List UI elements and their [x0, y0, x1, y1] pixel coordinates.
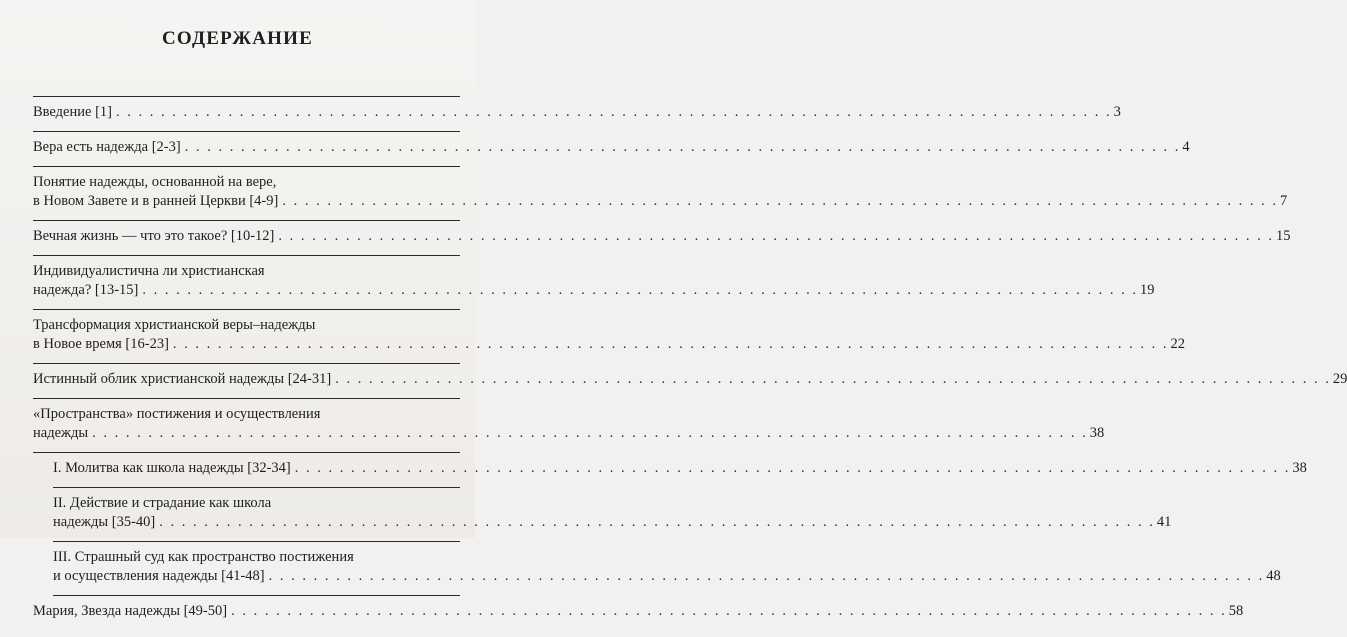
toc-page-number: 41: [1156, 514, 1172, 530]
dot-leader: [282, 192, 1278, 211]
toc-page-number: 3: [1113, 104, 1121, 120]
toc-entry-mary-star-of-hope: [33, 602, 1244, 631]
toc-entry-line: [33, 602, 1244, 621]
toc-entry-text: III. Страшный суд как пространство постижения: [53, 549, 354, 565]
toc-entry-text: надежды: [33, 425, 89, 441]
toc-entry-text: I. Молитва как школа надежды [32-34]: [53, 460, 291, 476]
toc-entry-text: надежды [35-40]: [53, 514, 156, 530]
toc-entry-individualistic-hope: [33, 262, 1155, 310]
toc-entry-line: [33, 192, 1288, 211]
toc-entry-transformation: [33, 316, 1186, 364]
page-title: СОДЕРЖАНИЕ: [162, 28, 313, 49]
dot-leader: [269, 567, 1265, 586]
toc-entry-line: [33, 173, 460, 192]
toc-entry-eternal-life: [33, 227, 1291, 256]
toc-entry-settings-of-hope: [33, 405, 1105, 453]
toc-page-number: 4: [1182, 139, 1190, 155]
toc-entry-introduction: [33, 103, 1121, 132]
toc-entry-text: Индивидуалистична ли христианская: [33, 263, 265, 279]
toc-entry-line: [33, 424, 1105, 443]
toc-subentry-action-and-suffering: [33, 494, 1172, 542]
toc-entry-text: и осуществления надежды [41-48]: [53, 568, 265, 584]
dot-leader: [116, 103, 1112, 122]
toc-subentry-prayer: [33, 459, 1307, 488]
toc-entry-line: [33, 316, 460, 335]
toc-entry-text: надежда? [13-15]: [33, 282, 139, 298]
toc-entry-true-face-of-hope: [33, 370, 1347, 399]
toc-entry-text: Вечная жизнь — что это такое? [10-12]: [33, 228, 275, 244]
toc-entry-line: [33, 103, 1121, 122]
toc-entry-concept-of-hope: [33, 173, 1288, 221]
dot-leader: [295, 459, 1291, 478]
toc-entry-line: [53, 459, 1307, 478]
toc-entry-line: [53, 494, 460, 513]
toc-page-number: 38: [1089, 425, 1105, 441]
toc-entry-line: [33, 281, 1155, 300]
toc-entry-line: [53, 513, 1172, 532]
toc-entry-line: [33, 227, 1291, 246]
top-divider: [33, 96, 460, 97]
toc-entry-line: [53, 548, 460, 567]
toc-page-number: 38: [1292, 460, 1307, 476]
toc-page-number: 29: [1332, 371, 1347, 387]
toc-entry-line: [33, 405, 460, 424]
toc-subentry-judgement: [33, 548, 1281, 596]
toc-entry-text: Введение [1]: [33, 104, 112, 120]
toc-entry-text: «Пространства» постижения и осуществления: [33, 406, 321, 422]
toc-entry-text: II. Действие и страдание как школа: [53, 495, 272, 511]
dot-leader: [335, 370, 1331, 389]
dot-leader: [173, 335, 1169, 354]
toc-page-number: 22: [1170, 336, 1186, 352]
table-of-contents: [33, 103, 1347, 637]
toc-page-number: 7: [1279, 193, 1288, 209]
dot-leader: [278, 227, 1274, 246]
toc-entry-faith-is-hope: [33, 138, 1190, 167]
toc-entry-line: [33, 138, 1190, 157]
toc-entry-line: [33, 370, 1347, 389]
toc-entry-text: Понятие надежды, основанной на вере,: [33, 174, 277, 190]
toc-page-number: 19: [1140, 282, 1155, 298]
toc-page-number: 48: [1266, 568, 1281, 584]
toc-page-number: 15: [1276, 228, 1291, 244]
toc-page-number: 58: [1228, 603, 1244, 619]
toc-entry-line: [53, 567, 1281, 586]
dot-leader: [159, 513, 1155, 532]
dot-leader: [231, 602, 1227, 621]
toc-entry-text: в Новом Завете и в ранней Церкви [4-9]: [33, 193, 279, 209]
toc-entry-line: [33, 262, 460, 281]
dot-leader: [142, 281, 1138, 300]
toc-entry-line: [33, 335, 1186, 354]
dot-leader: [185, 138, 1181, 157]
toc-entry-text: в Новое время [16-23]: [33, 336, 169, 352]
toc-entry-text: Трансформация христианской веры–надежды: [33, 317, 316, 333]
toc-entry-text: Вера есть надежда [2-3]: [33, 139, 181, 155]
toc-entry-text: Мария, Звезда надежды [49-50]: [33, 603, 228, 619]
toc-entry-text: Истинный облик христианской надежды [24-31]: [33, 371, 332, 387]
dot-leader: [92, 424, 1088, 443]
